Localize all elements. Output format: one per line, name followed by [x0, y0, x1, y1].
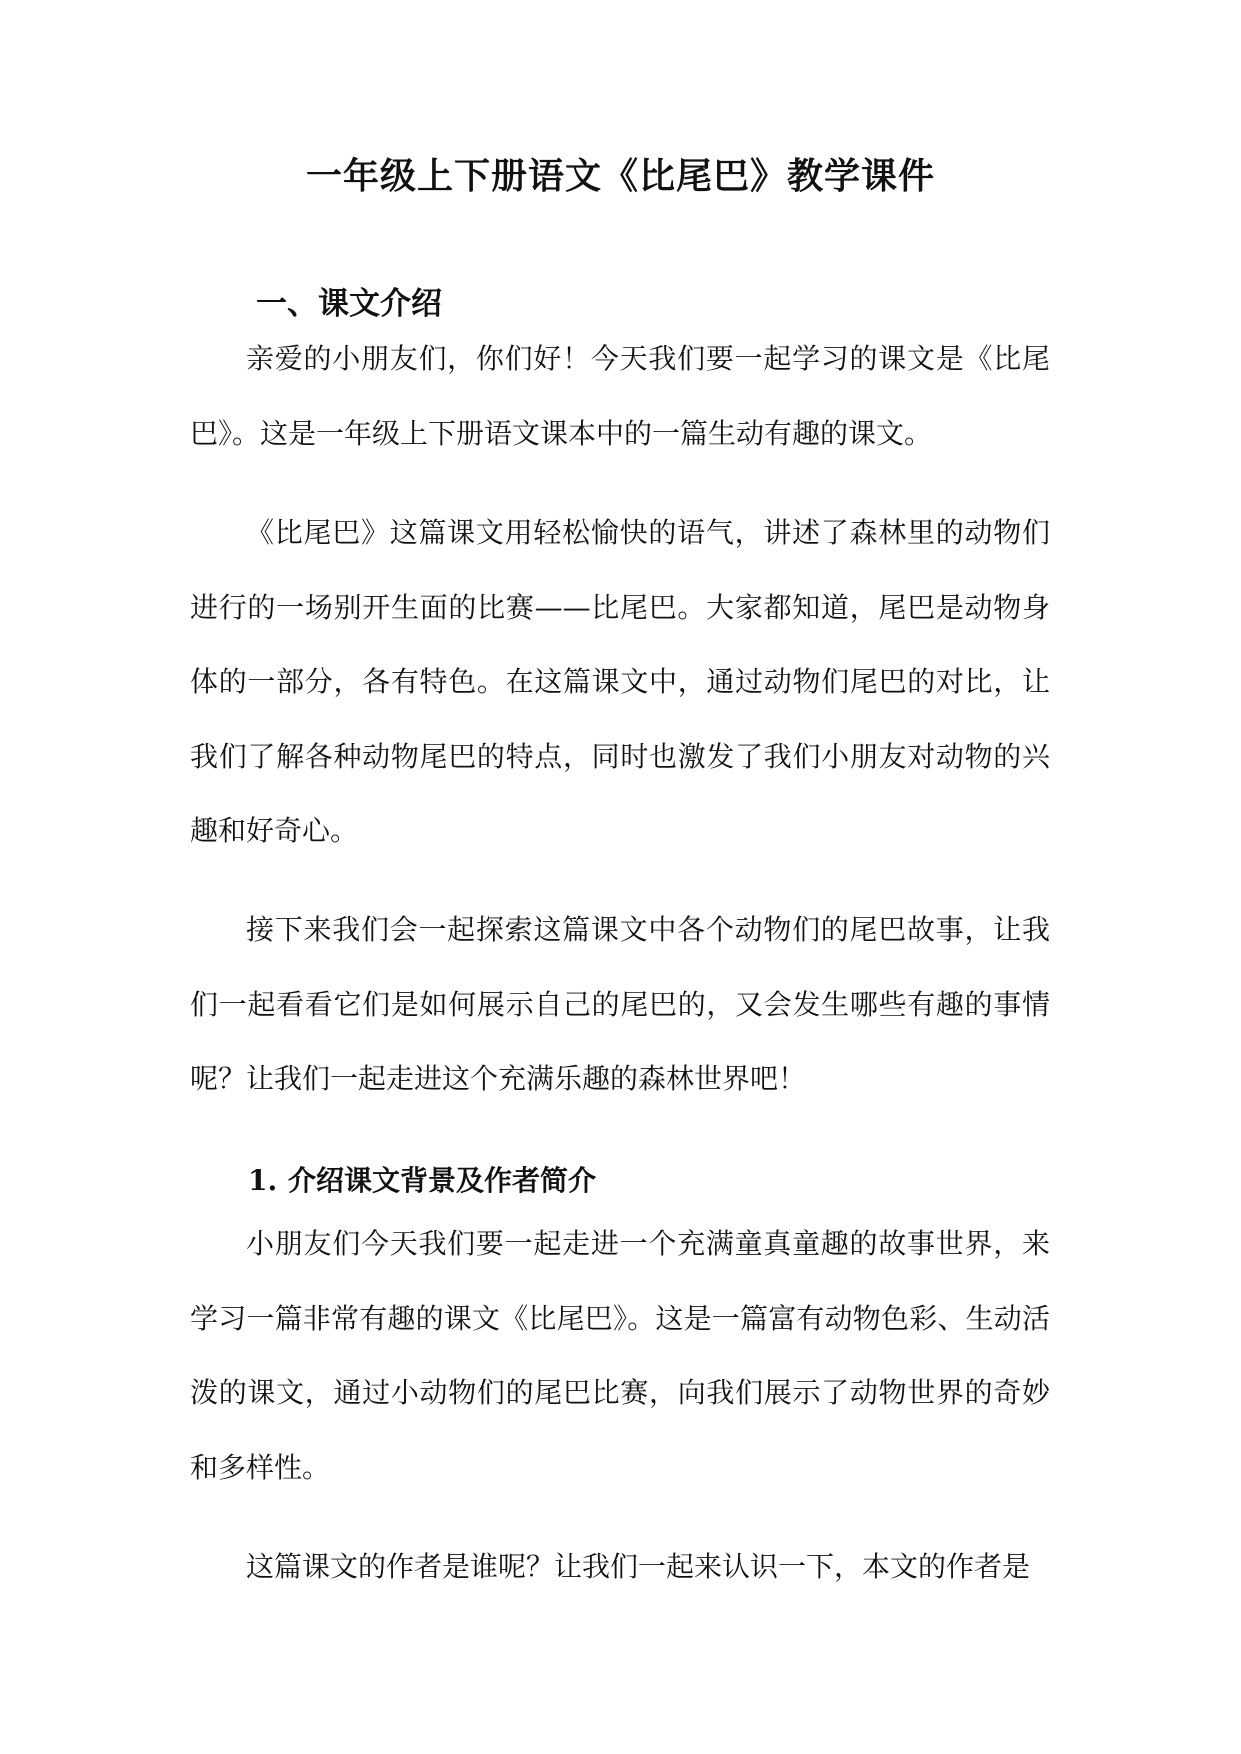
- paragraph: 小朋友们今天我们要一起走进一个充满童真童趣的故事世界，来学习一篇非常有趣的课文《比尾巴》。这是一篇富有动物色彩、生动活泼的课文，通过小动物们的尾巴比赛，向我们展示了动物世界的奇妙和多样性。: [190, 1227, 1050, 1484]
- subsection-heading: [248, 1161, 596, 1201]
- paragraph: 接下来我们会一起探索这篇课文中各个动物们的尾巴故事，让我们一起看看它们是如何展示自己的尾巴的，又会发生哪些有趣的事情呢？让我们一起走进这个充满乐趣的森林世界吧！: [190, 913, 1050, 1095]
- paragraph: 这篇课文的作者是谁呢？让我们一起来认识一下，本文的作者是: [246, 1550, 1031, 1583]
- paragraph: 亲爱的小朋友们，你们好！今天我们要一起学习的课文是《比尾巴》。这是一年级上下册语文课本中的一篇生动有趣的课文。: [190, 342, 1050, 450]
- paragraph: 《比尾巴》这篇课文用轻松愉快的语气，讲述了森林里的动物们进行的一场别开生面的比赛——比尾巴。大家都知道，尾巴是动物身体的一部分，各有特色。在这篇课文中，通过动物们尾巴的对比，让我们了解各种动物尾巴的特点，同时也激发了我们小朋友对动物的兴趣和好奇心。: [190, 516, 1050, 847]
- document-title: 一年级上下册语文《比尾巴》教学课件: [305, 155, 935, 197]
- subsection-title: 介绍课文背景及作者简介: [288, 1164, 597, 1197]
- subsection-number: 1.: [248, 1164, 278, 1197]
- section-heading: 一、课文介绍: [256, 286, 442, 322]
